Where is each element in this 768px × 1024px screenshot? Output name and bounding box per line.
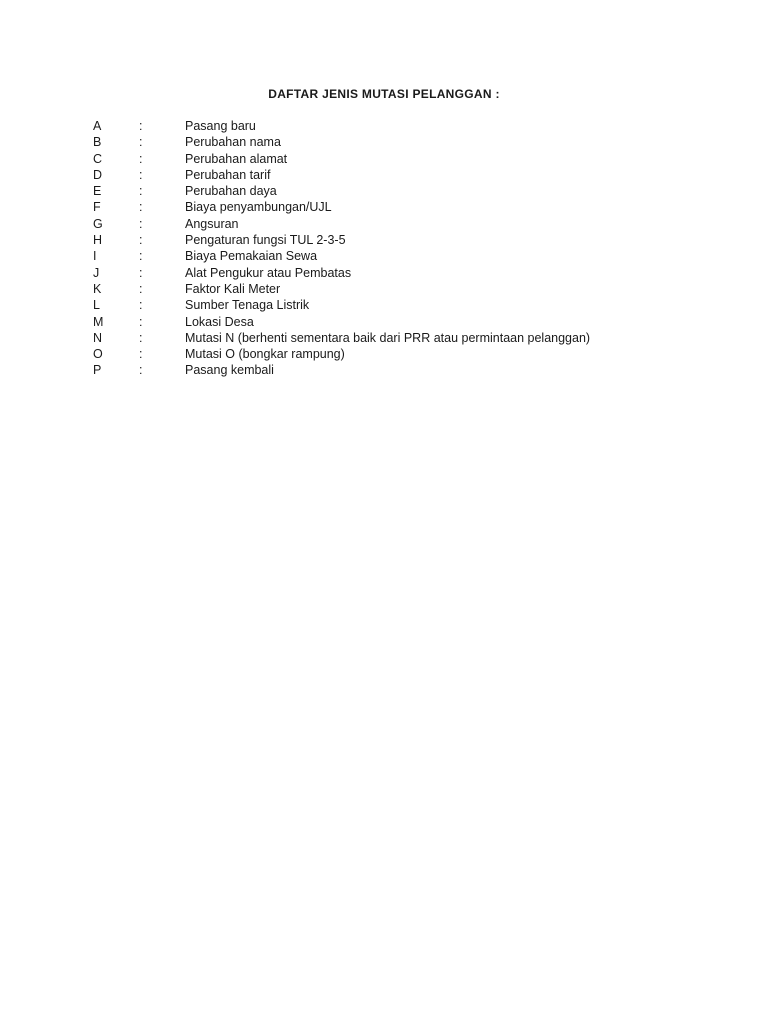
item-code: B [93,135,102,150]
item-description: Pasang baru [185,119,256,133]
list-item [93,134,733,150]
list-item [93,346,733,362]
item-code: I [93,249,97,264]
item-code: N [93,330,103,345]
list-item [93,330,733,346]
item-code: C [93,151,103,166]
item-description: Biaya Pemakaian Sewa [185,249,318,264]
item-description: Pasang kembali [185,363,274,378]
item-separator: : [139,363,143,378]
document-title: DAFTAR JENIS MUTASI PELANGGAN : [268,87,500,101]
list-item [93,232,733,248]
item-description: Faktor Kali Meter [185,281,281,296]
item-code: J [93,265,100,280]
list-item [93,199,733,215]
list-item [93,297,733,313]
item-description: Perubahan daya [185,184,277,199]
item-description: Biaya penyambungan/UJL [185,200,332,215]
item-code: D [93,167,103,182]
list-item [93,362,733,378]
item-description: Mutasi O (bongkar rampung) [185,347,345,362]
item-code: A [93,119,102,133]
item-separator: : [139,119,143,133]
item-separator: : [139,151,143,166]
item-description: Sumber Tenaga Listrik [185,298,310,313]
item-description: Perubahan tarif [185,167,271,182]
item-code: E [93,184,102,199]
item-code: O [93,347,103,362]
list-item [93,151,733,167]
item-description: Angsuran [185,216,239,231]
item-separator: : [139,200,143,215]
item-description: Mutasi N (berhenti sementara baik dari PRR atau permintaan pelanggan) [185,330,591,345]
item-separator: : [139,135,143,150]
list-item [93,265,733,281]
item-code: K [93,281,102,296]
item-separator: : [139,233,143,248]
list-item [93,216,733,232]
item-description: Pengaturan fungsi TUL 2-3-5 [185,233,346,248]
item-separator: : [139,184,143,199]
list-item [93,314,733,330]
item-code: P [93,363,102,378]
item-separator: : [139,216,143,231]
item-code: L [93,298,100,313]
list-item [93,248,733,264]
list-item [93,118,733,134]
mutation-type-list [93,118,733,379]
item-description: Perubahan nama [185,135,281,150]
list-item [93,281,733,297]
item-code: M [93,314,104,329]
item-description: Lokasi Desa [185,314,254,329]
item-code: G [93,216,103,231]
list-item [93,167,733,183]
item-separator: : [139,330,143,345]
item-separator: : [139,347,143,362]
item-separator: : [139,298,143,313]
item-separator: : [139,281,143,296]
item-code: H [93,233,103,248]
item-separator: : [139,265,143,280]
item-description: Perubahan alamat [185,151,288,166]
list-item [93,183,733,199]
item-code: F [93,200,101,215]
item-description: Alat Pengukur atau Pembatas [185,265,352,280]
item-separator: : [139,249,143,264]
item-separator: : [139,314,143,329]
item-separator: : [139,167,143,182]
